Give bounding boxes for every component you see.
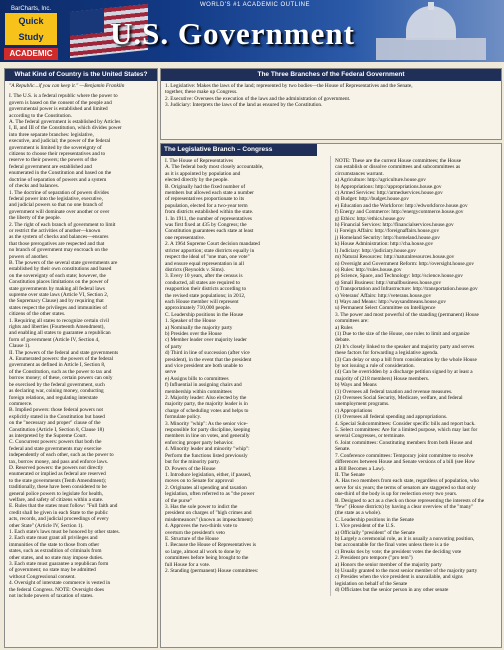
capitol-base <box>376 38 486 60</box>
text-line: 4. Special Subcommittees: Consider specific bills and report back. <box>335 420 476 427</box>
text-line: as interpreted by the Supreme Court. <box>9 432 87 439</box>
capitol-dome <box>406 6 456 40</box>
text-line: stricter apportion; state districts equally in <box>165 247 255 254</box>
legislative-left-column <box>161 156 331 596</box>
text-line: as declaring war, coining money, conducting <box>9 388 104 395</box>
left-body <box>5 91 157 601</box>
text-line: serve for six years; the terms of senators are staggered so that only <box>335 484 476 491</box>
text-line: enforcing proper party behavior. <box>165 439 234 446</box>
text-line: a) Nominally the majority party <box>165 324 233 331</box>
text-line: f) Influential in assigning chairs and <box>165 382 242 389</box>
text-line: legislation on behalf of the Senate <box>335 580 408 587</box>
text-line: state governments by making all federal laws <box>9 285 105 292</box>
branches-box <box>160 68 502 140</box>
legislative-heading: The Legislative Branch – Congress <box>161 144 317 156</box>
text-line: rights and liberties (Fourteenth Amendment), <box>9 324 105 331</box>
text-line: NOTE: These are the current House committees; the House <box>335 158 462 164</box>
text-line: 2. Standing (permanent) House committees: <box>165 568 259 574</box>
text-line: A. Has two members from each state, regardless of population, who <box>335 478 480 485</box>
text-line: conducted, all states are required to <box>165 279 241 286</box>
text-line: be exercised by the federal government, such <box>9 381 105 388</box>
text-line: majority party, the majority leader is in <box>165 401 248 408</box>
text-line: II. The Senate <box>335 471 365 478</box>
text-line: president on charges of "high crimes and <box>165 510 252 517</box>
text-line: I. The House of Representatives <box>165 158 234 164</box>
text-line: charge of scheduling votes and helps to <box>165 407 249 414</box>
text-line: 6. Joint committees: Constituting members from both House and <box>335 439 473 446</box>
text-line: b) Appropriations: http://appropriations.house.gov <box>335 183 442 190</box>
text-line: of the purse" <box>165 497 193 504</box>
text-line: executive, and judicial; the power of the federal <box>9 138 111 145</box>
text-line: but for the minority party. <box>165 459 220 466</box>
text-line: j) Homeland Security: http://homeland.house.gov <box>335 234 440 241</box>
text-line: e) Education and the Workforce: http://edworkforce.house.gov <box>335 202 468 209</box>
text-line: misdemeanors" (known as impeachment) <box>165 516 253 523</box>
text-line: and vice president are both unable to <box>165 363 243 369</box>
text-line: traditionally, these have been considered to be <box>9 484 107 491</box>
text-line: a) Officially "president" of the Senate <box>335 529 415 536</box>
text-line: d) Third in line of succession (after vice <box>165 350 250 357</box>
text-line: B. Designed to act as a check on those representing the interests of the <box>335 497 485 504</box>
left-quote: "A Republic...if you can keep it." —Benjamin Franklin <box>9 83 125 89</box>
text-line: A. The federal body most closely accountable, <box>165 164 264 171</box>
text-line: B. The powers of the several state governments are <box>9 259 118 266</box>
text-line: approximately 710,000 people. <box>165 305 231 312</box>
text-line: p) Science, Space, and Technology: http://science.house.gov <box>335 273 463 280</box>
text-line: the Supremacy Clause) and by requiring that <box>9 298 104 305</box>
text-line: Constitution places limitations on the power of <box>9 279 109 286</box>
branch-item: 2. Executive: Oversees the execution of the laws and the administration of government. <box>165 95 351 102</box>
brand-name: Quick Study <box>4 12 58 46</box>
text-line: credit shall be given in each State to the public <box>9 509 108 516</box>
text-line: several Congresses, or terminate. <box>335 433 406 440</box>
branches-body <box>161 81 501 111</box>
text-line: c) Armed Services: http://armedservices.house.gov <box>335 190 443 197</box>
text-line: b) Ways and Means <box>335 382 377 389</box>
text-line: l) Judiciary: http://judiciary.house.gov <box>335 247 416 254</box>
text-line: 5. Select committees: Are for a limited purpose, which may last for <box>335 427 478 434</box>
text-line: d) Officiates but the senior person in any other senate <box>335 587 449 594</box>
text-line: h) Financial Services: http://financialservices.house.gov <box>335 222 454 229</box>
text-line: A. The federal government is established by Articles <box>9 119 121 126</box>
text-line: as the system of checks and balances—ensures <box>9 234 109 241</box>
text-line: d) Budget: http://budget.house.gov <box>335 196 409 203</box>
text-line: but accountable for the final votes unless there is a tie <box>335 542 449 549</box>
text-line: independently of each other, such as the power to <box>9 452 114 459</box>
text-line: no branch of government may encroach on the <box>9 247 108 254</box>
text-line: b) Largely a ceremonial role, as it is usually a nonvoting position, <box>335 535 475 542</box>
text-line: E. Structure of the House <box>165 535 219 542</box>
tagline: WORLD'S #1 ACADEMIC OUTLINE <box>200 2 310 8</box>
text-line: each House member will represent <box>165 298 239 305</box>
text-line: of the Constitution, such as the power to tax and <box>9 368 112 375</box>
text-line: these factors for forwarding a legislative agenda. <box>335 350 439 357</box>
text-line: reapportion their districts according to <box>165 286 247 293</box>
text-line: b) Presides over the House <box>165 330 222 337</box>
text-line: a Bill Becomes a Law). <box>335 465 385 472</box>
text-line: (1) Due to the size of the House, one rules to limit and organize <box>335 330 470 337</box>
text-line: a) Rules <box>335 324 353 331</box>
text-line: (3) Can delay or stop a bill from consideration by the whole House <box>335 356 477 363</box>
text-line: c) Breaks ties by vote; the president votes the deciding vote <box>335 548 462 555</box>
text-line: membership within committees <box>165 388 232 395</box>
text-line: b) Usually granted to the most senior member of the majority party <box>335 568 478 574</box>
text-line: borrow money; of these, certain powers can only <box>9 375 113 382</box>
text-line: powers of another. <box>9 253 49 260</box>
brand-publisher: BarCharts, Inc. <box>10 6 51 12</box>
text-line: the liberty of the people. <box>9 215 61 222</box>
text-line: 4. Approves the two-thirds vote to <box>165 523 238 530</box>
text-line: states, such as extradition of criminals from <box>9 548 102 555</box>
left-column <box>4 68 158 648</box>
text-line: 2. The right of each branch of government to limit <box>9 221 116 228</box>
branches-heading: The Three Branches of the Federal Government <box>161 69 501 81</box>
text-line: unemployment programs. <box>335 401 390 408</box>
text-line: government is limited by the sovereignty of <box>9 144 102 151</box>
text-line: 1. Speaker of the House <box>165 318 216 325</box>
text-line: I, II, and III of the Constitution, which divides power <box>9 125 122 132</box>
text-line: members but allowed each state a number <box>165 190 254 197</box>
text-line: committees are: <box>335 318 369 325</box>
text-line: overturn the president's veto <box>165 529 225 536</box>
text-line: (4) Can be overridden by a discharge petition signed by at least a <box>335 369 473 376</box>
text-line: established by their own constitutions and based <box>9 266 112 273</box>
text-line: 4. Oversight of interstate commerce is vested in <box>9 580 111 587</box>
text-line: formulate policy. <box>165 414 202 421</box>
text-line: government as defined in Article I, Section 8, <box>9 362 106 369</box>
text-line: o) Rules: http://rules.house.gov <box>335 266 402 273</box>
text-line: acts, records, and judicial proceedings of every <box>9 516 109 523</box>
text-line: 1. Introduce legislation, either, if passed, <box>165 471 252 478</box>
text-line: t) Ways and Means: http://waysandmeans.house.gov <box>335 298 446 305</box>
text-line: 1. Requiring all states to recognize certain civil <box>9 317 110 324</box>
text-line: 1. Vice president of the U.S. <box>335 523 395 530</box>
text-line: govern is based on the consent of the people and <box>9 99 112 106</box>
text-line: k) House Administration: http://cha.house.gov <box>335 241 434 248</box>
text-line: as it is appointed by population and <box>165 170 241 177</box>
text-line: C. Leadership positions in the House <box>165 311 244 318</box>
text-line: not include powers of taxation of states. <box>9 593 94 600</box>
text-line: a) Agriculture: http://agriculture.house.gov <box>335 177 426 184</box>
text-line: 2. Originates all spending and taxation <box>165 484 247 491</box>
text-line: tax, borrow money, and pass and enforce laws. <box>9 458 109 465</box>
text-line: so large, almost all work to done by <box>165 548 241 555</box>
text-line: Constitution guarantees each state at least <box>165 228 254 235</box>
text-line: commerce. <box>9 400 33 407</box>
legislative-columns <box>161 156 501 596</box>
text-line: f) Energy and Commerce: http://energycommerce.house.gov <box>335 209 464 216</box>
text-line: full House for a vote. <box>165 561 211 568</box>
text-line: (1) Oversees all federal spending and appropriations. <box>335 414 448 421</box>
text-line: c) Appropriations <box>335 407 373 414</box>
text-line: 1. Because the House of Representatives is <box>165 542 257 549</box>
text-line: 3. Every 10 years, after the census is <box>165 273 243 280</box>
text-line: serve <box>165 369 177 376</box>
text-line: by not issuing a rule of consideration. <box>335 363 415 369</box>
text-line: B. Implied powers: those federal powers not <box>9 407 103 414</box>
text-line: (the state as a whole). <box>335 510 382 517</box>
text-line: n) Oversight and Government Reform: http://oversight.house.gov <box>335 260 475 267</box>
text-line: differences between House and Senate versions of a bill (see How <box>335 459 475 466</box>
capitol-building-icon <box>376 2 486 60</box>
text-line: without Congressional consent. <box>9 573 76 580</box>
text-line: c) Member leader over majority leader <box>165 337 247 344</box>
text-line: federal and state governments may exercise <box>9 445 102 452</box>
text-line: citizens to choose their representatives and to <box>9 151 106 158</box>
text-line: Constitution (Article I, Section 8, Clause 18) <box>9 426 105 433</box>
text-line: I. The U.S. is a federal republic where the power to <box>9 93 118 100</box>
text-line: 3. Each state must guarantee a republican form <box>9 561 109 568</box>
text-line: Perform the functions listed previously <box>165 452 248 459</box>
text-line: moves on to Senate for approval <box>165 478 234 485</box>
text-line: enumerated in the Constitution and based on the <box>9 170 112 177</box>
text-line: doctrine of separation of powers and a system <box>9 176 107 183</box>
text-line: 1. The doctrine of separation of powers divides <box>9 189 109 196</box>
text-line: (2) Oversees Social Security, Medicare, welfare, and federal <box>335 395 463 402</box>
text-line: was first fixed at 435 by Congress; the <box>165 222 247 229</box>
text-line: 1. Each state's laws must be honored by other states. <box>9 529 120 536</box>
text-line: Clause 1). <box>9 343 31 350</box>
text-line: can establish or dissolve committees and subcommittees as <box>335 164 461 171</box>
text-line: D. Powers of the House <box>165 465 216 472</box>
text-line: on the sovereignty of each state; however, the <box>9 272 106 279</box>
text-line: and ensure equal representation in all <box>165 260 244 267</box>
text-line: 1. In 1911, the number of representatives <box>165 215 252 222</box>
text-line: u) Permanent Select Committee on Intelligence <box>335 305 436 312</box>
text-line: q) Small Business: http://smallbusiness.house.gov <box>335 279 442 286</box>
text-line: and judicial powers so that no one branch of <box>9 202 103 209</box>
text-line: (2) It's closely linked to the speaker and majority party and serves <box>335 343 475 350</box>
text-line: explicitly stated in the Constitution but based <box>9 413 105 420</box>
text-line: other states, and no state may impose duties. <box>9 554 104 561</box>
text-line: majority of (218 members) House members. <box>335 375 430 382</box>
text-line: c) Presides when the vice president is unavailable, and signs <box>335 574 463 581</box>
text-line: president), in the event that the president <box>165 356 252 363</box>
text-line: circumstances warrant. <box>335 170 384 177</box>
text-line: governmental power is established and limited <box>9 106 108 113</box>
text-line: C. Leadership positions in the Senate <box>335 516 414 523</box>
text-line: i) Foreign Affairs: http://foreignaffairs.house.gov <box>335 228 440 235</box>
text-line: 2. Majority leader: Also elected by the <box>165 395 247 402</box>
text-line: 2. President pro tempore ("pro tem") <box>335 555 413 562</box>
text-line: form of government (Article IV, Section 4, <box>9 336 100 343</box>
text-line: one-third of the body is up for reelection every two years. <box>335 491 458 498</box>
text-line: A. Enumerated powers: the powers of the federal <box>9 356 114 363</box>
text-line: members in line on votes, and generally <box>165 433 250 440</box>
text-line: enumerated or implied as federal are reserved <box>9 471 106 478</box>
text-line: D. Reserved powers: the powers not directly <box>9 464 104 471</box>
text-line: (1) Oversees all federal taxation and revenue measures. <box>335 388 453 395</box>
text-line: of representatives proportionate to its <box>165 196 245 203</box>
header-banner <box>0 0 504 62</box>
branch-item: together, these make up Congress. <box>165 89 238 96</box>
flag-canton <box>70 9 104 37</box>
text-line: responsible for party discipline, keeping <box>165 427 251 434</box>
text-line: states respect the privileges and immunities of <box>9 304 107 311</box>
text-line: foreign relations, and regulating interstate <box>9 394 98 401</box>
text-line: the federal Congress. NOTE: Oversight does <box>9 586 105 593</box>
text-line: s) Veterans' Affairs: http://veterans.house.gov <box>335 292 432 299</box>
legislative-box <box>160 143 502 648</box>
quickstudy-logo <box>4 4 58 58</box>
text-line: C. Concurrent powers: powers that both the <box>9 439 102 446</box>
text-line: E. Rules that the states must follow: "Full faith and <box>9 503 118 510</box>
text-line: m) Natural Resources: http://naturalresources.house.gov <box>335 254 455 261</box>
text-line: reserve to their powers; the powers of the <box>9 157 97 164</box>
text-line: federal power into the legislative, executive, <box>9 195 103 202</box>
text-line: 7. Conference committees: Temporary joint committee to resolve <box>335 452 474 459</box>
left-section-heading: What Kind of Country is the United States? <box>5 69 157 81</box>
legislative-right-column <box>331 156 501 596</box>
text-line: debate. <box>335 337 351 344</box>
text-line: e) Assigns bills to committees <box>165 375 229 382</box>
text-line: B. Originally had the fixed number of <box>165 183 246 190</box>
text-line: Senate. <box>335 446 351 453</box>
branch-item: 1. Legislative: Makes the laws of the land; represented by two bodies—the House of Representatives and the Senate, <box>165 83 413 89</box>
text-line: one representative. <box>165 234 206 241</box>
text-line: 2. Each state must grant all privileges and <box>9 535 98 542</box>
text-line: legislation, often referred to as "the power <box>165 491 255 498</box>
text-line: r) Transportation and Infrastructure: http://transportation.house.gov <box>335 286 478 293</box>
text-line: on the "necessary and proper" clause of the <box>9 420 101 427</box>
text-line: citizens of the other states. <box>9 311 66 318</box>
text-line: districts (Reynolds v. Sims). <box>165 266 225 273</box>
text-line: committees before being brought to the <box>165 555 249 562</box>
text-line: or restrict the activities of another—known <box>9 227 101 234</box>
text-line: elected directly by the people. <box>165 177 229 184</box>
text-line: 2. A 1964 Supreme Court decision mandated <box>165 241 260 248</box>
text-line: general police powers to legislate for health, <box>9 490 103 497</box>
text-line: the revised state populations; in 2012, <box>165 292 246 299</box>
text-line: to the state governments (Tenth Amendment); <box>9 477 107 484</box>
text-line: from districts established within the state. <box>165 209 254 216</box>
text-line: of government; no state may be admitted <box>9 567 96 574</box>
text-line: federal government are established and <box>9 163 92 170</box>
text-line: population, elected for a two-year term <box>165 202 248 209</box>
text-line: II. The powers of the federal and state governments <box>9 349 119 356</box>
text-line: immunities of the state to those from other <box>9 541 100 548</box>
text-line: and enabling all states to guarantee a republican <box>9 330 111 337</box>
page-title: U.S. Government <box>110 16 355 51</box>
text-line: a) Honors the senior member of the majority party <box>335 561 442 568</box>
text-line: into three separate branches: legislative, <box>9 131 94 138</box>
text-line: 3. Minority "whip": As the senior vice- <box>165 420 248 427</box>
text-line: welfare, and safety of citizens within a state. <box>9 497 104 503</box>
text-line: respect the ideal of "one man, one vote" <box>165 254 250 261</box>
text-line: g) Ethics: http://ethics.house.gov <box>335 215 405 222</box>
text-line: 3. Has the sole power to indict the <box>165 503 238 510</box>
branch-item: 3. Judiciary: Interprets the laws of the land as ensured by the Constitution. <box>165 102 323 109</box>
text-line: 4. Minority leader and minority "whip": <box>165 446 250 453</box>
text-line: that those prerogatives are respected and that <box>9 240 105 247</box>
text-line: supreme over state laws (Article VI, Section 2, <box>9 292 109 298</box>
text-line: government will dominate over another or over <box>9 208 110 215</box>
text-line: of party <box>165 343 182 350</box>
brand-category: ACADEMIC <box>4 48 58 60</box>
text-line: of checks and balances. <box>9 183 60 190</box>
text-line: other State" (Article IV, Section 1). <box>9 522 84 529</box>
text-line: 3. The power and most powerful of the standing (permanent) House <box>335 311 479 318</box>
text-line: "few" (House districts) by having a clear overview of the "many" <box>335 503 474 510</box>
text-line: according to the Constitution. <box>9 112 72 119</box>
